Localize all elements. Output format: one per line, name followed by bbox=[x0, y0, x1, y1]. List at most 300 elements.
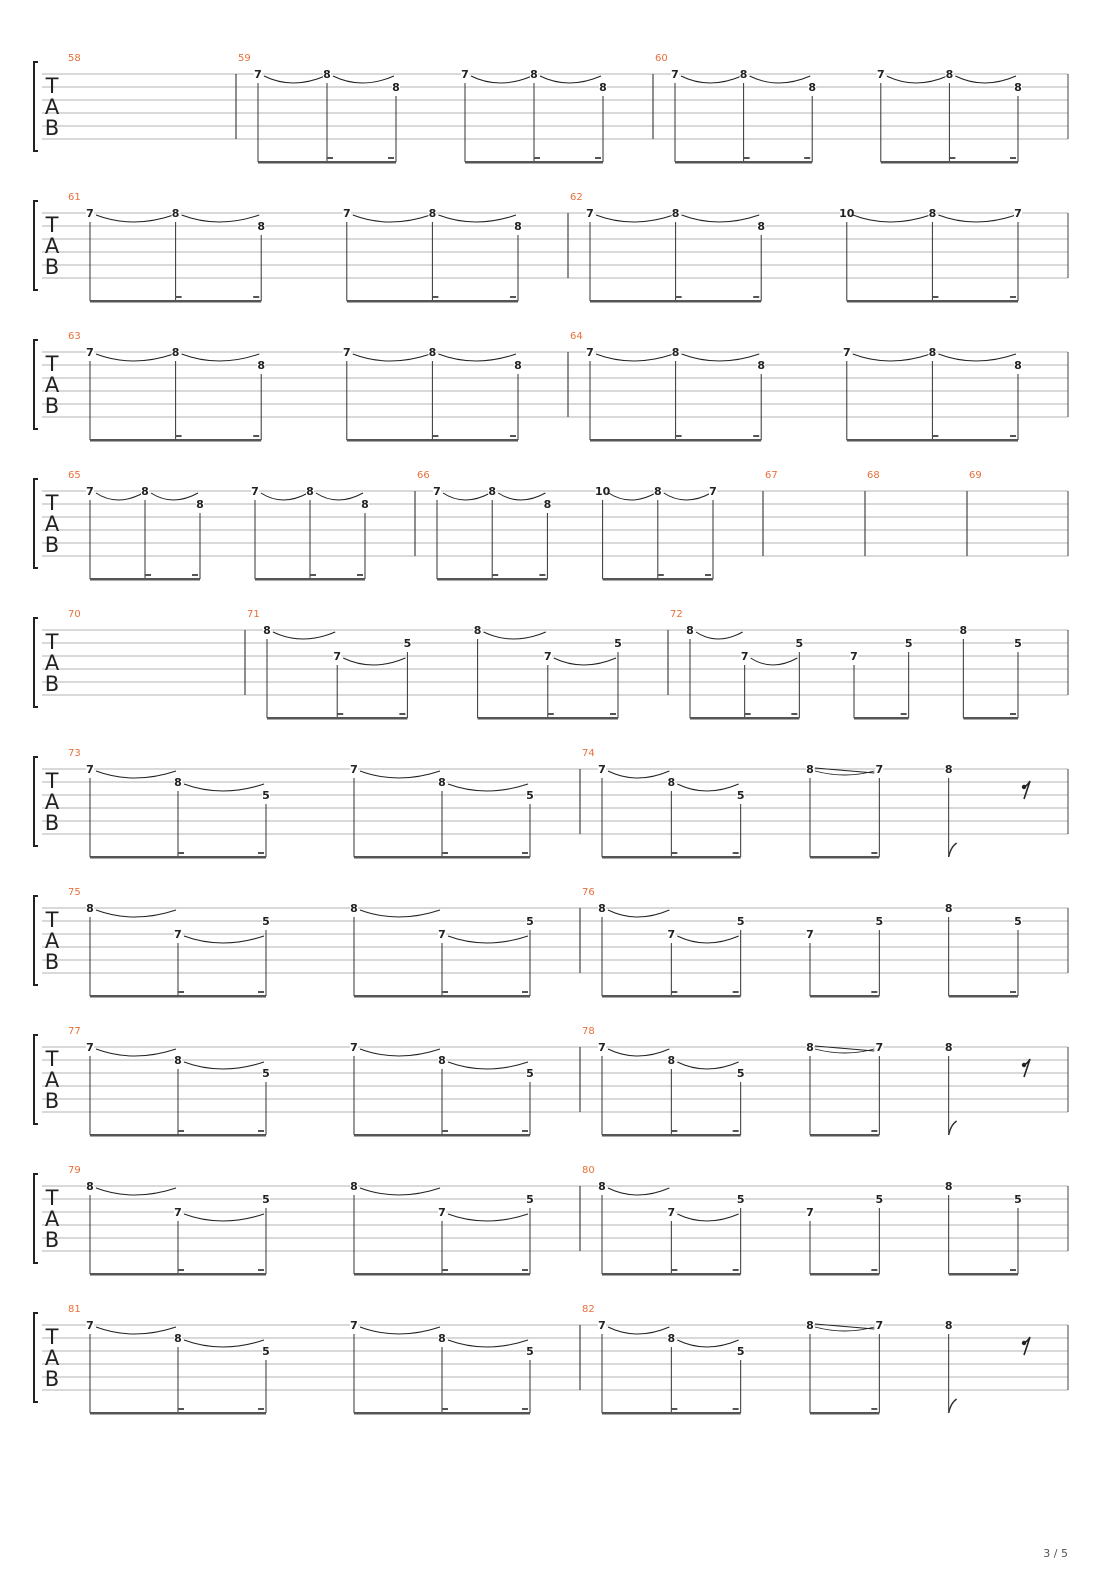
system-bracket bbox=[34, 618, 38, 707]
fret-number: 8 bbox=[739, 68, 748, 81]
fret-number: 8 bbox=[428, 346, 437, 359]
fret-number: 5 bbox=[526, 789, 534, 802]
beam bbox=[602, 995, 741, 998]
beam-stub bbox=[522, 852, 528, 854]
tie-arc bbox=[751, 658, 798, 665]
fret-number: 8 bbox=[599, 81, 607, 94]
beam-stub bbox=[733, 991, 739, 993]
tab-system bbox=[34, 192, 1068, 303]
fret-number: 8 bbox=[757, 359, 766, 372]
fret-number: 8 bbox=[959, 624, 968, 637]
beam bbox=[949, 1273, 1018, 1276]
beam bbox=[478, 717, 618, 720]
beam bbox=[602, 1134, 741, 1137]
fret-number: 8 bbox=[598, 1180, 606, 1193]
tie-arc bbox=[750, 76, 811, 83]
fret-number: 8 bbox=[196, 498, 204, 511]
tab-system bbox=[34, 331, 1068, 442]
tab-clef-letter: T bbox=[45, 908, 59, 932]
tie-arc bbox=[360, 771, 440, 778]
fret-number: 7 bbox=[806, 928, 814, 941]
fret-number: 8 bbox=[671, 207, 680, 220]
beam-stub bbox=[258, 1269, 264, 1271]
beam-stub bbox=[357, 574, 363, 576]
fret-number: 8 bbox=[806, 1041, 814, 1054]
tab-clef-letter: B bbox=[44, 1367, 60, 1391]
measure-number: 60 bbox=[655, 53, 668, 64]
tab-system bbox=[34, 470, 1068, 581]
beam bbox=[90, 1273, 266, 1276]
tab-clef-letter: T bbox=[45, 213, 59, 237]
tab-clef-letter: A bbox=[44, 651, 60, 675]
beam-stub bbox=[1010, 157, 1016, 159]
measure-number: 61 bbox=[68, 192, 81, 203]
tie-arc bbox=[484, 632, 546, 639]
beam-stub bbox=[522, 991, 528, 993]
tie-arc bbox=[353, 215, 431, 222]
measure-number: 59 bbox=[238, 53, 251, 64]
beam bbox=[602, 1412, 741, 1415]
fret-number: 8 bbox=[530, 68, 538, 81]
beam bbox=[90, 300, 261, 303]
fret-number: 5 bbox=[262, 915, 270, 928]
fret-number: 8 bbox=[306, 485, 314, 498]
tie-arc bbox=[96, 215, 174, 222]
fret-number: 8 bbox=[361, 498, 369, 511]
beam bbox=[847, 439, 1018, 442]
fret-number: 5 bbox=[1014, 1193, 1022, 1206]
tab-clef-letter: A bbox=[44, 1346, 60, 1370]
system-bracket bbox=[34, 479, 38, 568]
beam-stub bbox=[253, 435, 259, 437]
measure-number: 79 bbox=[68, 1165, 81, 1176]
measure-number: 78 bbox=[582, 1026, 595, 1037]
beam-stub bbox=[1010, 1269, 1016, 1271]
fret-number: 7 bbox=[875, 763, 884, 776]
tie-arc bbox=[677, 784, 738, 791]
beam-stub bbox=[871, 1130, 877, 1132]
beam-stub bbox=[510, 296, 516, 298]
tab-clef-letter: T bbox=[45, 630, 59, 654]
fret-number: 5 bbox=[262, 1345, 270, 1358]
fret-number: 5 bbox=[736, 915, 745, 928]
fret-number: 10 bbox=[594, 485, 611, 498]
tab-clef-letter: A bbox=[44, 1207, 60, 1231]
measure-number: 74 bbox=[582, 748, 595, 759]
system-bracket bbox=[34, 201, 38, 290]
measure-number: 72 bbox=[670, 609, 683, 620]
beam bbox=[949, 995, 1018, 998]
fret-number: 7 bbox=[598, 1319, 606, 1332]
tie-arc bbox=[609, 493, 656, 500]
beam-stub bbox=[1010, 713, 1016, 715]
beam bbox=[347, 439, 518, 442]
beam-stub bbox=[871, 991, 877, 993]
tab-clef-letter: B bbox=[44, 116, 60, 140]
fret-number: 8 bbox=[171, 346, 180, 359]
fret-number: 5 bbox=[262, 1193, 270, 1206]
fret-number: 8 bbox=[86, 1180, 94, 1193]
tie-arc bbox=[853, 354, 931, 361]
tie-arc bbox=[438, 354, 516, 361]
fret-number: 7 bbox=[433, 485, 441, 498]
tie-arc bbox=[681, 76, 742, 83]
measure-number: 62 bbox=[570, 192, 583, 203]
tie-arc bbox=[184, 936, 264, 943]
beam-stub bbox=[432, 435, 438, 437]
fret-number: 8 bbox=[350, 902, 358, 915]
beam-stub bbox=[595, 157, 601, 159]
tab-clef-letter: T bbox=[45, 352, 59, 376]
eighth-rest bbox=[1024, 1337, 1030, 1355]
fret-number: 8 bbox=[653, 485, 662, 498]
tab-clef-letter: A bbox=[44, 790, 60, 814]
tab-clef-letter: B bbox=[44, 533, 60, 557]
system-bracket bbox=[34, 1313, 38, 1402]
tie-arc bbox=[938, 215, 1016, 222]
beam-stub bbox=[176, 435, 182, 437]
tab-clef-letter: T bbox=[45, 491, 59, 515]
tie-arc bbox=[596, 215, 674, 222]
tab-system bbox=[34, 748, 1068, 859]
eighth-rest bbox=[1024, 1059, 1030, 1077]
fret-number: 8 bbox=[392, 81, 400, 94]
fret-number: 5 bbox=[1014, 915, 1022, 928]
fret-number: 8 bbox=[514, 220, 522, 233]
beam bbox=[90, 856, 266, 859]
system-bracket bbox=[34, 1035, 38, 1124]
beam bbox=[854, 717, 909, 720]
beam bbox=[354, 856, 530, 859]
fret-number: 8 bbox=[944, 1319, 953, 1332]
beam-stub bbox=[192, 574, 198, 576]
fret-number: 7 bbox=[671, 68, 679, 81]
fret-number: 8 bbox=[438, 1332, 446, 1345]
tie-arc bbox=[96, 1049, 176, 1056]
fret-number: 7 bbox=[438, 1206, 446, 1219]
beam-stub bbox=[178, 1408, 184, 1410]
fret-number: 8 bbox=[428, 207, 437, 220]
fret-number: 7 bbox=[598, 763, 606, 776]
tab-system bbox=[34, 1026, 1068, 1137]
tab-clef-letter: A bbox=[44, 929, 60, 953]
fret-number: 5 bbox=[526, 1193, 534, 1206]
beam-stub bbox=[522, 1408, 528, 1410]
beam bbox=[603, 578, 713, 581]
fret-number: 8 bbox=[1014, 359, 1022, 372]
beam-stub bbox=[178, 852, 184, 854]
fret-number: 7 bbox=[254, 68, 262, 81]
beam bbox=[675, 161, 812, 164]
fret-number: 7 bbox=[1014, 207, 1022, 220]
fret-number: 5 bbox=[526, 1345, 534, 1358]
fret-number: 7 bbox=[86, 1041, 94, 1054]
fret-number: 8 bbox=[438, 1054, 446, 1067]
beam-stub bbox=[442, 1130, 448, 1132]
note-flag bbox=[949, 843, 957, 857]
tie-arc bbox=[540, 76, 601, 83]
fret-number: 8 bbox=[667, 776, 676, 789]
tab-clef-letter: B bbox=[44, 1228, 60, 1252]
beam bbox=[255, 578, 365, 581]
beam bbox=[465, 161, 603, 164]
tie-arc bbox=[184, 784, 264, 791]
fret-number: 5 bbox=[262, 1067, 270, 1080]
tie-arc bbox=[264, 76, 325, 83]
note-flag bbox=[949, 1121, 957, 1135]
system-bracket bbox=[34, 340, 38, 429]
tie-arc bbox=[261, 493, 308, 500]
measure-number: 70 bbox=[68, 609, 81, 620]
beam-stub bbox=[176, 296, 182, 298]
fret-number: 7 bbox=[174, 928, 182, 941]
tie-arc bbox=[498, 493, 545, 500]
fret-number: 8 bbox=[514, 359, 522, 372]
beam bbox=[90, 439, 261, 442]
fret-number: 7 bbox=[709, 485, 717, 498]
beam-stub bbox=[442, 1408, 448, 1410]
fret-number: 8 bbox=[488, 485, 497, 498]
tie-arc bbox=[96, 771, 176, 778]
tie-arc bbox=[955, 76, 1016, 83]
fret-number: 8 bbox=[598, 902, 606, 915]
beam bbox=[354, 1273, 530, 1276]
beam-stub bbox=[388, 157, 394, 159]
fret-number: 7 bbox=[86, 485, 94, 498]
tie-arc bbox=[608, 771, 669, 778]
fret-number: 7 bbox=[350, 1041, 358, 1054]
tie-arc bbox=[316, 493, 363, 500]
beam-stub bbox=[676, 435, 682, 437]
fret-number: 7 bbox=[875, 1319, 884, 1332]
fret-number: 8 bbox=[257, 220, 266, 233]
beam bbox=[590, 439, 761, 442]
fret-number: 8 bbox=[667, 1332, 676, 1345]
fret-number: 8 bbox=[473, 624, 482, 637]
tab-clef-letter: B bbox=[44, 394, 60, 418]
fret-number: 5 bbox=[736, 1193, 745, 1206]
beam-stub bbox=[671, 1408, 677, 1410]
measure-number: 67 bbox=[765, 470, 778, 481]
beam bbox=[602, 1273, 741, 1276]
beam-stub bbox=[432, 296, 438, 298]
fret-number: 5 bbox=[403, 637, 412, 650]
tie-arc bbox=[96, 493, 143, 500]
beam-stub bbox=[258, 991, 264, 993]
beam-stub bbox=[539, 574, 545, 576]
beam bbox=[437, 578, 547, 581]
tie-arc bbox=[184, 1062, 264, 1069]
fret-number: 5 bbox=[736, 1345, 745, 1358]
page-number: 3 / 5 bbox=[1043, 1547, 1068, 1560]
tie-arc bbox=[443, 493, 490, 500]
beam bbox=[90, 578, 200, 581]
tab-clef-letter: B bbox=[44, 255, 60, 279]
fret-number: 7 bbox=[876, 68, 885, 81]
tie-arc bbox=[448, 1340, 528, 1347]
fret-number: 7 bbox=[586, 207, 594, 220]
tie-arc bbox=[554, 658, 616, 665]
fret-number: 8 bbox=[174, 776, 182, 789]
measure-number: 65 bbox=[68, 470, 81, 481]
fret-number: 5 bbox=[262, 789, 270, 802]
fret-number: 7 bbox=[86, 207, 94, 220]
fret-number: 7 bbox=[740, 650, 749, 663]
fret-number: 8 bbox=[806, 763, 814, 776]
beam-stub bbox=[442, 991, 448, 993]
fret-number: 5 bbox=[614, 637, 622, 650]
system-bracket bbox=[34, 1174, 38, 1263]
fret-number: 7 bbox=[438, 928, 446, 941]
fret-number: 7 bbox=[543, 650, 552, 663]
fret-number: 7 bbox=[842, 346, 851, 359]
beam bbox=[810, 1412, 879, 1415]
tab-clef-letter: B bbox=[44, 1089, 60, 1113]
fret-number: 5 bbox=[875, 915, 884, 928]
beam bbox=[810, 856, 879, 859]
beam bbox=[354, 995, 530, 998]
fret-number: 10 bbox=[839, 207, 855, 220]
tab-clef-letter: B bbox=[44, 672, 60, 696]
measure-number: 66 bbox=[417, 470, 430, 481]
fret-number: 8 bbox=[686, 624, 694, 637]
eighth-rest-dot bbox=[1022, 1341, 1026, 1345]
beam-stub bbox=[310, 574, 316, 576]
tie-arc bbox=[608, 1049, 669, 1056]
fret-number: 8 bbox=[1014, 81, 1022, 94]
fret-number: 8 bbox=[171, 207, 180, 220]
measure-number: 77 bbox=[68, 1026, 81, 1037]
beam-stub bbox=[733, 1130, 739, 1132]
beam bbox=[347, 300, 518, 303]
tie-arc bbox=[96, 1327, 176, 1334]
tie-arc bbox=[353, 354, 431, 361]
beam-stub bbox=[733, 1269, 739, 1271]
measure-number: 71 bbox=[247, 609, 260, 620]
fret-number: 7 bbox=[333, 650, 342, 663]
eighth-rest-dot bbox=[1022, 1063, 1026, 1067]
tie-arc bbox=[471, 76, 532, 83]
tab-system bbox=[34, 1165, 1068, 1276]
fret-number: 7 bbox=[667, 1206, 676, 1219]
beam-stub bbox=[871, 852, 877, 854]
beam-stub bbox=[705, 574, 711, 576]
beam bbox=[258, 161, 396, 164]
tie-arc bbox=[608, 1327, 669, 1334]
fret-number: 7 bbox=[350, 763, 358, 776]
beam-stub bbox=[733, 1408, 739, 1410]
measure-number: 80 bbox=[582, 1165, 595, 1176]
beam-stub bbox=[442, 1269, 448, 1271]
fret-number: 8 bbox=[257, 359, 266, 372]
beam-stub bbox=[178, 991, 184, 993]
beam-stub bbox=[745, 713, 751, 715]
tab-clef-letter: T bbox=[45, 1325, 59, 1349]
beam-stub bbox=[258, 1408, 264, 1410]
measure-number: 82 bbox=[582, 1304, 595, 1315]
fret-number: 8 bbox=[757, 220, 766, 233]
fret-number: 7 bbox=[875, 1041, 884, 1054]
fret-number: 8 bbox=[323, 68, 331, 81]
tie-arc bbox=[360, 910, 440, 917]
beam bbox=[810, 1273, 879, 1276]
fret-number: 7 bbox=[174, 1206, 182, 1219]
tie-arc bbox=[184, 1214, 264, 1221]
beam bbox=[354, 1134, 530, 1137]
tie-arc bbox=[182, 215, 260, 222]
fret-number: 7 bbox=[86, 346, 94, 359]
fret-number: 8 bbox=[928, 346, 937, 359]
fret-number: 8 bbox=[543, 498, 552, 511]
tie-arc bbox=[677, 1214, 738, 1221]
beam-stub bbox=[871, 1408, 877, 1410]
tab-clef-letter: A bbox=[44, 512, 60, 536]
measure-number: 73 bbox=[68, 748, 81, 759]
fret-number: 7 bbox=[598, 1041, 606, 1054]
fret-number: 5 bbox=[736, 1067, 745, 1080]
note-flag bbox=[949, 1399, 957, 1413]
measure-number: 58 bbox=[68, 53, 81, 64]
tie-arc bbox=[360, 1327, 440, 1334]
tie-arc bbox=[682, 354, 760, 361]
tab-clef-letter: A bbox=[44, 1068, 60, 1092]
fret-number: 8 bbox=[808, 81, 817, 94]
tie-arc bbox=[343, 658, 405, 665]
tab-clef-letter: T bbox=[45, 769, 59, 793]
tie-arc bbox=[96, 354, 174, 361]
fret-number: 7 bbox=[850, 650, 858, 663]
fret-number: 7 bbox=[251, 485, 259, 498]
beam-stub bbox=[1010, 991, 1016, 993]
beam-stub bbox=[534, 157, 540, 159]
fret-number: 7 bbox=[806, 1206, 814, 1219]
fret-number: 8 bbox=[806, 1319, 814, 1332]
fret-number: 8 bbox=[263, 624, 271, 637]
tie-arc bbox=[664, 493, 711, 500]
beam bbox=[810, 1134, 879, 1137]
fret-number: 8 bbox=[86, 902, 94, 915]
tie-arc bbox=[608, 1188, 669, 1195]
fret-number: 8 bbox=[174, 1054, 182, 1067]
beam-stub bbox=[791, 713, 797, 715]
tie-arc bbox=[696, 632, 743, 639]
beam bbox=[963, 717, 1018, 720]
beam-stub bbox=[178, 1130, 184, 1132]
beam-stub bbox=[337, 713, 343, 715]
fret-number: 8 bbox=[438, 776, 446, 789]
beam-stub bbox=[258, 1130, 264, 1132]
beam-stub bbox=[1010, 435, 1016, 437]
beam-stub bbox=[522, 1130, 528, 1132]
tie-arc bbox=[677, 1062, 738, 1069]
tie-arc bbox=[96, 910, 176, 917]
beam bbox=[690, 717, 799, 720]
tie-arc bbox=[448, 1062, 528, 1069]
fret-number: 8 bbox=[350, 1180, 358, 1193]
beam-stub bbox=[548, 713, 554, 715]
beam-stub bbox=[399, 713, 405, 715]
beam bbox=[881, 161, 1018, 164]
fret-number: 8 bbox=[671, 346, 680, 359]
fret-number: 5 bbox=[526, 1067, 534, 1080]
tie-arc bbox=[184, 1340, 264, 1347]
beam-stub bbox=[671, 1130, 677, 1132]
measure-number: 81 bbox=[68, 1304, 81, 1315]
tie-arc bbox=[448, 784, 528, 791]
beam-stub bbox=[932, 435, 938, 437]
beam-stub bbox=[327, 157, 333, 159]
beam-stub bbox=[253, 296, 259, 298]
